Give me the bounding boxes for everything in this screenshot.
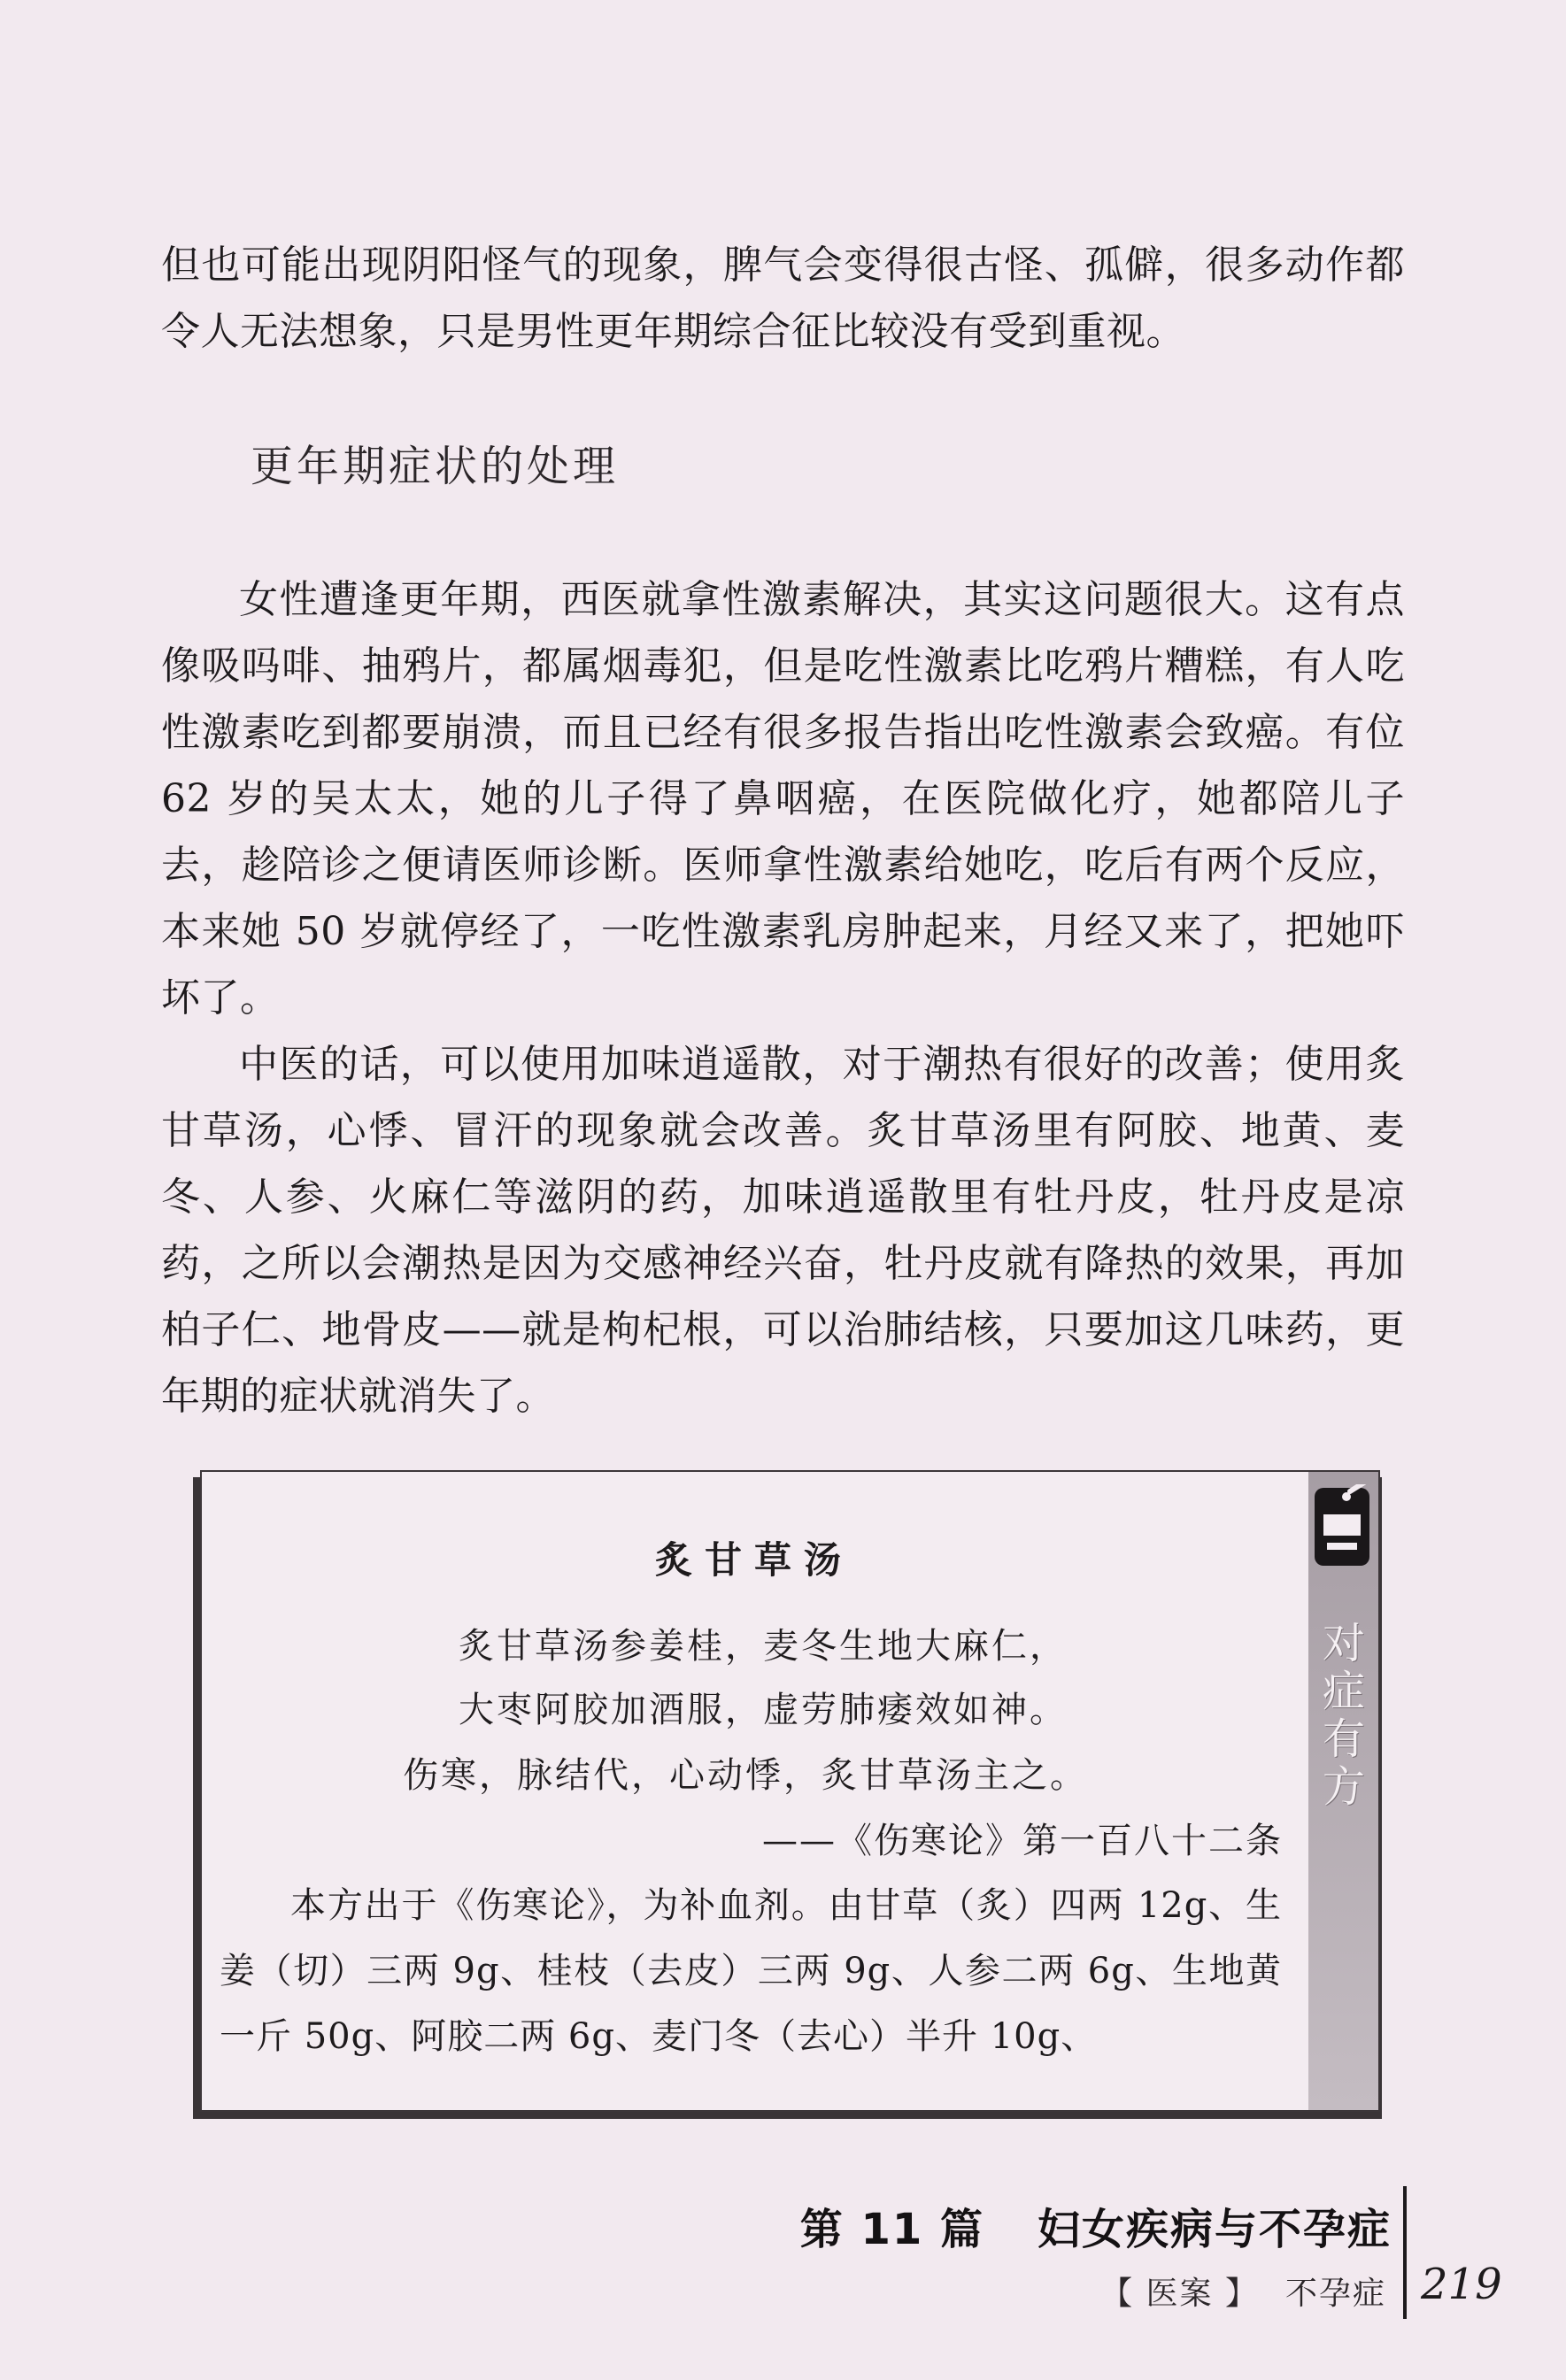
mortar-pestle-icon xyxy=(1311,1484,1373,1569)
tab-char: 对 xyxy=(1322,1619,1365,1668)
section-body xyxy=(161,566,1405,1429)
formula-description xyxy=(220,1873,1282,2069)
chapter-title: 妇女疾病与不孕症 xyxy=(1037,2205,1392,2254)
paragraph: 中医的话，可以使用加味逍遥散，对于潮热有很好的改善；使用炙甘草汤，心悸、冒汗的现象就会改善。炙甘草汤里有阿胶、地黄、麦冬、人参、火麻仁等滋阴的药，加味逍遥散里有牡丹皮，牡丹皮是凉药，之所以会潮热是因为交感神经兴奋，牡丹皮就有降热的效果，再加柏子仁、地骨皮——就是枸杞根，可以治肺结核，只要加这几味药，更年期的症状就消失了。 xyxy=(161,1042,1405,1419)
formula-title: 炙甘草汤 xyxy=(654,1538,853,1582)
section-heading: 更年期症状的处理 xyxy=(251,442,620,491)
verse-line: 伤寒，脉结代，心动悸，炙甘草汤主之。 xyxy=(403,1755,1088,1796)
section-tag: 【 医案 】 xyxy=(1100,2276,1259,2312)
sidebar-tab-label xyxy=(1317,1620,1370,1811)
chapter-number: 第 11 篇 xyxy=(799,2205,984,2254)
tab-char: 症 xyxy=(1322,1667,1365,1716)
running-footer-section xyxy=(1100,2268,1386,2314)
tab-char: 有 xyxy=(1322,1714,1365,1764)
verse-line: 炙甘草汤参姜桂，麦冬生地大麻仁， xyxy=(459,1626,1068,1667)
paragraph: 本方出于《伤寒论》，为补血剂。由甘草（炙）四两 12g、生姜（切）三两 9g、桂枝（去皮）三两 9g、人参二两 6g、生地黄一斤 50g、阿胶二两 6g、麦门冬（去心）半升 10g、 xyxy=(220,1885,1282,2057)
footer-divider xyxy=(1403,2186,1407,2319)
paragraph: 但也可能出现阴阳怪气的现象，脾气会变得很古怪、孤僻，很多动作都令人无法想象，只是男性更年期综合征比较没有受到重视。 xyxy=(161,243,1405,354)
tab-char: 方 xyxy=(1322,1762,1365,1812)
citation: ——《伤寒论》第一百八十二条 xyxy=(762,1821,1283,1861)
paragraph: 女性遭逢更年期，西医就拿性激素解决，其实这问题很大。这有点像吸吗啡、抽鸦片，都属烟毒犯，但是吃性激素比吃鸦片糟糕，有人吃性激素吃到都要崩溃，而且已经有很多报告指出吃性激素会致癌。有位 62 岁的吴太太，她的儿子得了鼻咽癌，在医院做化疗，她都陪儿子去，趁陪诊之便请医师诊断。医师拿性激素给她吃，吃后有两个反应，本来她 50 岁就停经了，一吃性激素乳房肿起来，月经又来了，把她吓坏了。 xyxy=(161,577,1405,1021)
section-name: 不孕症 xyxy=(1284,2276,1386,2312)
verse-line: 大枣阿胶加酒服，虚劳肺痿效如神。 xyxy=(459,1690,1068,1730)
running-footer-title xyxy=(800,2195,1392,2256)
page-number: 219 xyxy=(1421,2260,1502,2309)
continuation-paragraph xyxy=(161,232,1405,365)
